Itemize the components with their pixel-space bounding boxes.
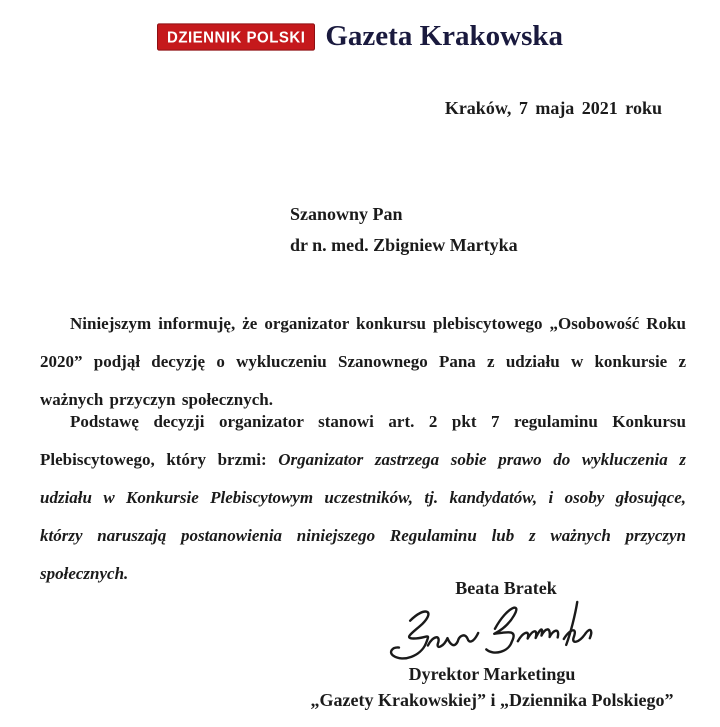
signer-name: Beata Bratek (455, 578, 557, 598)
recipient-block (290, 199, 518, 261)
handwritten-signature-image (374, 589, 638, 669)
masthead (0, 20, 720, 53)
signature-block (262, 578, 720, 711)
gazeta-krakowska-logo: Gazeta Krakowska (325, 20, 563, 52)
paragraph-2-lead: Podstawę decyzji organizator stanowi art. 2 pkt 7 regulaminu Konkursu Plebiscytowego, który brzmi: (40, 412, 686, 469)
dziennik-polski-logo: DZIENNIK POLSKI (157, 23, 315, 50)
recipient-salutation: Szanowny Pan (290, 204, 403, 224)
signer-title: Dyrektor Marketingu (408, 664, 576, 684)
paragraph-2-regulation-quote: Organizator zastrzega sobie prawo do wykluczenia z udziału w Konkursie Plebiscytowym uczestników, tj. kandydatów, i osoby głosujące, którzy naruszają postanowienia niniejszego Regulaminu lub z ważnych przyczyn społecznych. (40, 450, 686, 583)
signer-organizations: „Gazety Krakowskiej” i „Dziennika Polskiego” (310, 690, 674, 710)
recipient-name: dr n. med. Zbigniew Martyka (290, 235, 518, 255)
dateline: Kraków, 7 maja 2021 roku (444, 98, 662, 118)
body-paragraph-1: Niniejszym informuję, że organizator konkursu plebiscytowego „Osobowość Roku 2020” podjął decyzję o wykluczeniu Szanownego Pana z udziału w konkursie z ważnych przyczyn społecznych. (40, 314, 686, 409)
body-paragraph-2 (40, 403, 686, 593)
